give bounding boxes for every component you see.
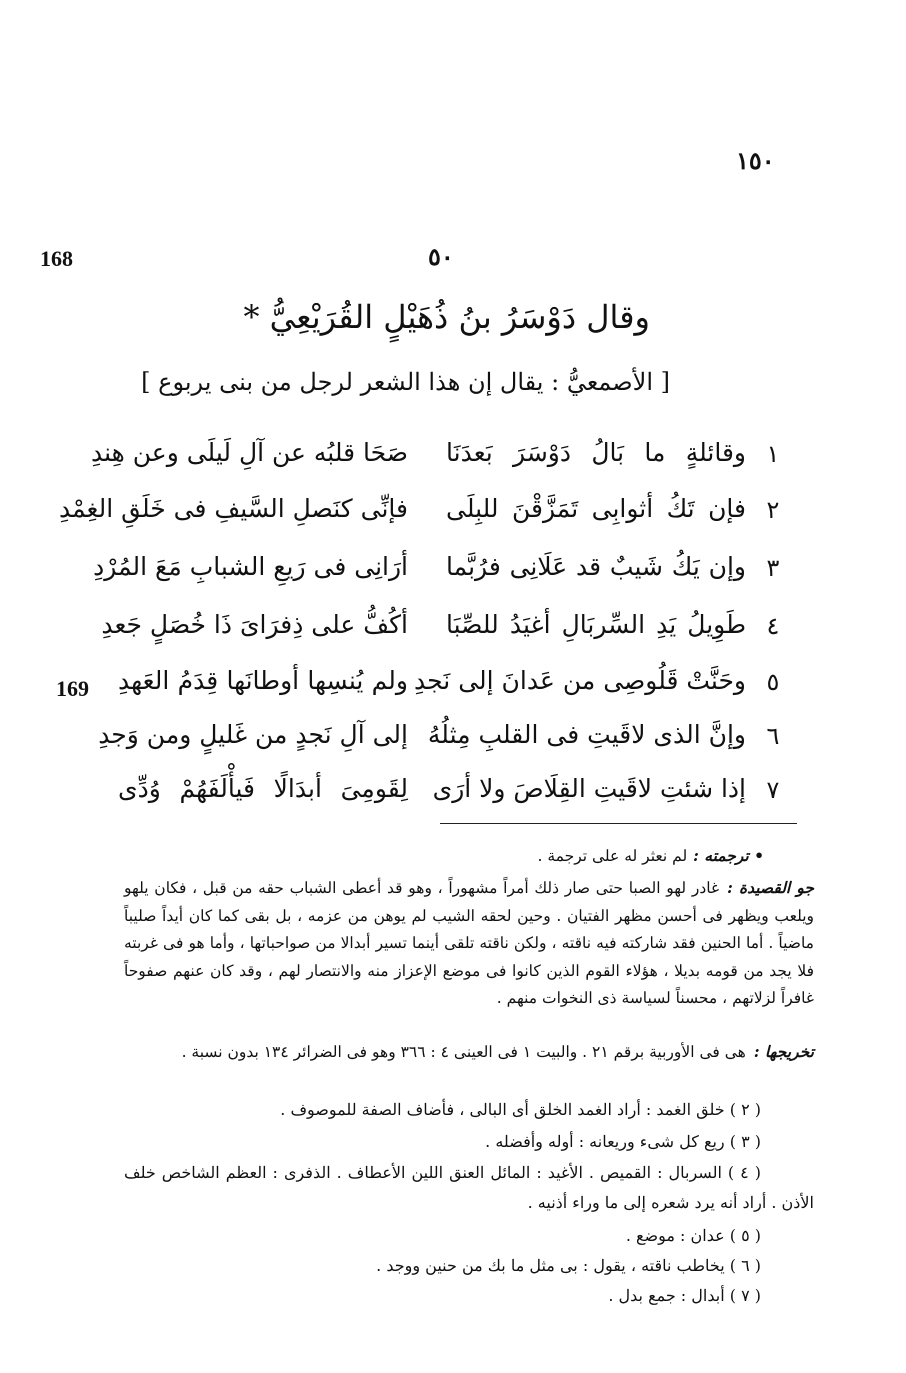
verse-line: [118, 666, 788, 710]
footnote-item: [376, 1252, 761, 1280]
verse-first-hemistich: وإن يَكُ شَيبٌ قد عَلَانِى فرُبَّما: [446, 552, 746, 581]
translation-label: • ترجمته :: [693, 846, 764, 865]
footnote-text: السربال : القميص . الأغيد : المائل العنق اللين الأعطاف . الذفرى : العظم الشاخص خلف الأذن . أراد أنه يرد شعره إلى ما وراء أذنيه .: [124, 1163, 814, 1212]
verse-line: [90, 438, 788, 482]
footnote-item: [280, 1096, 761, 1124]
translation-text: لم نعثر له على ترجمة .: [537, 847, 688, 865]
verse-number: ٢: [766, 496, 780, 524]
footnote-divider: [440, 823, 797, 824]
poem-number: ٥٠: [428, 242, 454, 271]
verse-first-hemistich: وقائلةٍ ما بَالُ دَوْسَرَ بَعدَنَا: [446, 438, 746, 467]
verse-first-hemistich: إذا شئتِ لاقَيتِ القِلَاصَ ولا أرَى: [432, 774, 746, 803]
sources-text: هى فى الأوربية برقم ٢١ . والبيت ١ فى العينى ٤ : ٣٦٦ وهو فى الضرائر ١٣٤ بدون نسبة .: [181, 1043, 746, 1061]
verse-number: ٣: [766, 554, 780, 582]
verse-line: [118, 774, 788, 818]
footnote-number: ( ٥ ): [729, 1226, 761, 1245]
verse-second-hemistich: أرَانِى فى رَيعِ الشبابِ مَعَ المُرْدِ: [93, 552, 408, 581]
margin-page-number: 169: [56, 676, 89, 701]
footnote-text: ريع كل شىء وريعانه : أوله وأفضله .: [485, 1132, 725, 1151]
footnote-item: [626, 1222, 761, 1250]
footnote-number: ( ٦ ): [729, 1256, 761, 1275]
verse-line: [101, 610, 788, 654]
verse-second-hemistich: ولم يُنسِها أوطانَها قِدَمُ العَهدِ: [118, 666, 408, 695]
sources-note: [124, 1038, 814, 1067]
verse-number: ٦: [766, 722, 780, 750]
verse-line: [98, 720, 788, 764]
verse-first-hemistich: طَوِيلُ يَدِ السِّربَالِ أغيَدُ للصِّبَا: [446, 610, 746, 639]
footnote-item: [608, 1282, 761, 1310]
verse-line: [93, 552, 788, 596]
verse-number: ٥: [766, 668, 780, 696]
footnote-number: ( ٢ ): [729, 1100, 761, 1119]
footnote-text: عدان : موضع .: [625, 1226, 725, 1245]
page-number-latin: 168: [40, 246, 73, 271]
poem-attribution: [ الأصمعيُّ : يقال إن هذا الشعر لرجل من بنى يربوع ]: [141, 368, 670, 396]
verse-first-hemistich: وإنَّ الذى لاقَيتِ فى القلبِ مِثلُهُ: [427, 720, 746, 749]
footnote-text: أبدال : جمع بدل .: [608, 1286, 725, 1305]
sources-label: تخريجها :: [753, 1042, 814, 1061]
essence-note: [124, 874, 814, 1013]
verse-number: ١: [766, 440, 780, 468]
footnote-text: يخاطب ناقته ، يقول : بى مثل ما بك من حنين ووجد .: [376, 1256, 725, 1275]
verse-second-hemistich: أكُفُّ على ذِفرَاىَ ذَا خُصَلٍ جَعدِ: [101, 610, 408, 639]
verse-first-hemistich: وحَنَّتْ قَلُوصِى من عَدانَ إلى نَجدِ: [414, 666, 746, 695]
essence-label: جو القصيدة :: [727, 878, 814, 897]
verse-second-hemistich: صَحَا قلبُه عن آلِ لَيلَى وعن هِندِ: [90, 438, 408, 467]
verse-number: ٤: [766, 612, 780, 640]
footnote-number: ( ٤ ): [727, 1163, 761, 1182]
poem-title: وقال دَوْسَرُ بنُ ذُهَيْلٍ القُرَيْعِيُّ *: [243, 298, 650, 336]
footnote-item: [485, 1128, 761, 1156]
translation-note: [538, 842, 765, 870]
verse-first-hemistich: فإن تَكُ أثوابِى تَمَزَّقْنَ للبِلَى: [446, 494, 746, 523]
essence-text: غادر لهو الصبا حتى صار ذلك أمراً مشهوراً ، وهو قد أعطى الشباب حقه من قبل ، فكان يلهو ويلعب ويظهر فى أحسن مظهر الفتيان . وحين لحقه الشيب لم يوهن من عزمه ، بل بقى كما كان أيداً صليباً ماضياً . أما الحنين فقد شاركته فيه ناقته ، ولكن ناقته تلقى أينما تسير أبدالا من صواحباتها ، وأما هو فى غربته فلا يجد من قومه بديلا ، هؤلاء القوم الذين كانوا فى موضع الإعزاز منه والانتصار لهم ، وقد كان عنهم صفوحاً غافراً لزلاتهم ، محسناً لسياسة ذى النخوات منهم .: [124, 879, 814, 1007]
footnote-text: خلق الغمد : أراد الغمد الخلق أى البالى ، فأضاف الصفة للموصوف .: [280, 1100, 725, 1119]
page-number-arabic: ١٥٠: [736, 146, 775, 175]
verse-second-hemistich: فإنِّى كنَصلِ السَّيفِ فى خَلَقِ الغِمْدِ: [58, 494, 408, 523]
footnote-item: [124, 1158, 814, 1218]
verse-number: ٧: [766, 776, 780, 804]
verse-second-hemistich: لِقَومِىَ أبدَالًا فَيأْلَفَهُمْ وُدِّى: [118, 774, 408, 803]
verse-second-hemistich: إلى آلِ نَجدٍ من غَليلٍ ومن وَجدِ: [98, 720, 408, 749]
verse-line: [58, 494, 788, 538]
footnote-number: ( ٧ ): [729, 1286, 761, 1305]
footnote-number: ( ٣ ): [729, 1132, 761, 1151]
